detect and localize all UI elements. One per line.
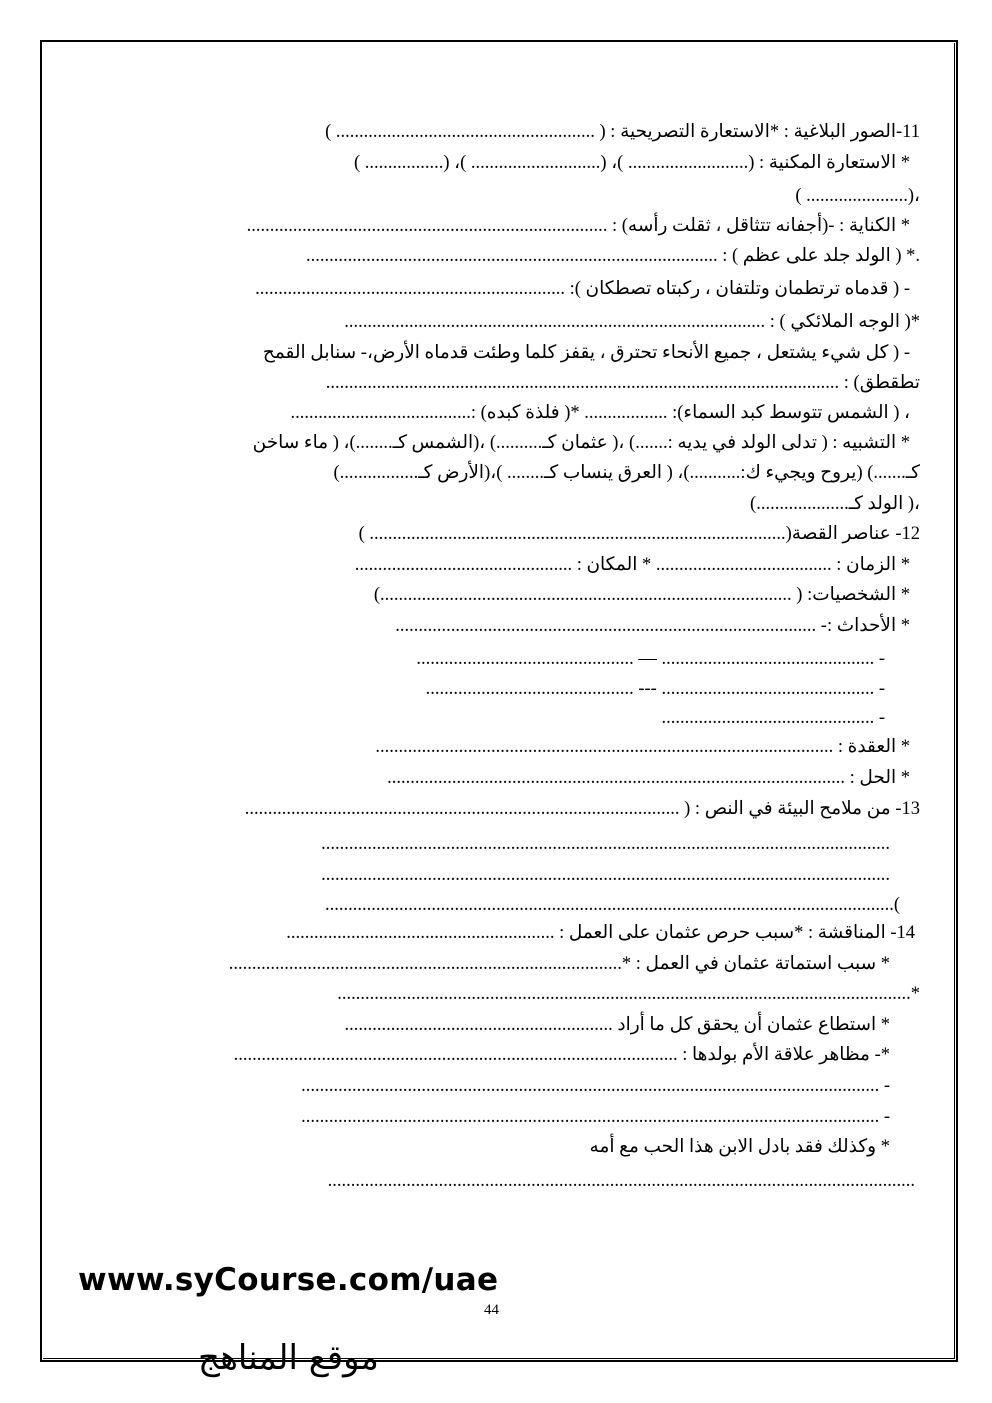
worksheet-line: - ( قدماه ترتطمان وتلتفان ، ركبتاه تصطكان ): ................................................................... [255, 279, 910, 299]
worksheet-line: ،(...................... ) [795, 186, 920, 206]
worksheet-line: ........................................................................................................................... [321, 834, 890, 854]
worksheet-line: - ............................................................................................................................. [301, 1076, 890, 1096]
worksheet-line: * التشبيه : ( تدلى الولد في يديه :.......) ،( عثمان كـ..........) ،(الشمس كـ........)، ( ماء ساخن [252, 433, 910, 453]
page-number: 44 [484, 1302, 499, 1318]
worksheet-line: * الزمان : ...................................... * المكان : ............................................... [354, 555, 910, 575]
worksheet-line: * الحل : ................................................................................................... [387, 768, 910, 788]
question-14-heading: 14- المناقشة : *سبب حرص عثمان على العمل : .......................................................... [286, 923, 915, 943]
worksheet-line: ،( الولد كـ....................) [750, 494, 920, 514]
worksheet-line: * الاستعارة المكنية : (.......................... )، (............................ )، (................. ) [353, 153, 910, 173]
site-name-logo: موقع المناهج [198, 1338, 379, 1378]
worksheet-line: * وكذلك فقد بادل الابن هذا الحب مع أمه [589, 1137, 890, 1157]
worksheet-line: تطقطق) : ............................................................................................................... [325, 373, 920, 393]
website-url[interactable]: www.syCourse.com/uae [78, 1262, 499, 1298]
worksheet-line: ............................................................................................................................... [327, 1171, 915, 1191]
worksheet-line: * استطاع عثمان أن يحقق كل ما أراد .......................................................... [344, 1015, 890, 1035]
worksheet-line: ، ( الشمس تتوسط كبد السماء): .................. *( فلذة كبده) :....................................... [290, 403, 910, 423]
worksheet-line: .* ( الولد جلد على عظم ) : ......................................................................................... [305, 246, 920, 266]
question-11-heading: 11-الصور البلاغية : *الاستعارة التصريحية : ( ........................................................ ) [325, 122, 920, 142]
worksheet-line: *- مظاهر علاقة الأم بولدها : ................................................................................................ [233, 1045, 890, 1065]
worksheet-line: * الشخصيات: ( .........................................................................................) [373, 585, 910, 605]
worksheet-line: ........................................................................................................................... [321, 865, 890, 885]
worksheet-line: - ( كل شيء يشتعل ، جميع الأنحاء تحترق ، يقفز كلما وطئت قدماه الأرض،- سنابل القمح [262, 343, 910, 363]
worksheet-line: * الأحداث :- ........................................................................................... [395, 616, 910, 636]
worksheet-line: - .............................................. --- ............................................. [425, 679, 885, 699]
worksheet-line: كـ.......) (يروح ويجيء ك:...........)، ( العرق ينساب كـ........ )،(الأرض كـ.................) [333, 463, 920, 483]
worksheet-line: *( الوجه الملائكي ) : ........................................................................................... [344, 312, 920, 332]
question-13-heading: 13- من ملامح البيئة في النص : ( .............................................................................................. [244, 799, 920, 819]
worksheet-line: - .............................................. — ............................................... [416, 649, 885, 669]
worksheet-line: - ............................................................................................................................. [301, 1107, 890, 1127]
worksheet-line: *............................................................................................................................ [337, 984, 920, 1004]
worksheet-line: - .............................................. [661, 708, 885, 728]
worksheet-line: * الكناية : -(أجفانه تتثاقل ، ثقلت رأسه) : .............................................................................. [246, 216, 910, 236]
worksheet-line: )........................................................................................................................... [324, 895, 900, 915]
worksheet-line: * العقدة : ................................................................................................... [375, 737, 910, 757]
worksheet-line: * سبب استماتة عثمان في العمل : *..................................................................................... [228, 954, 890, 974]
question-12-heading: 12- عناصر القصة(.......................................................................................... ) [358, 524, 920, 544]
